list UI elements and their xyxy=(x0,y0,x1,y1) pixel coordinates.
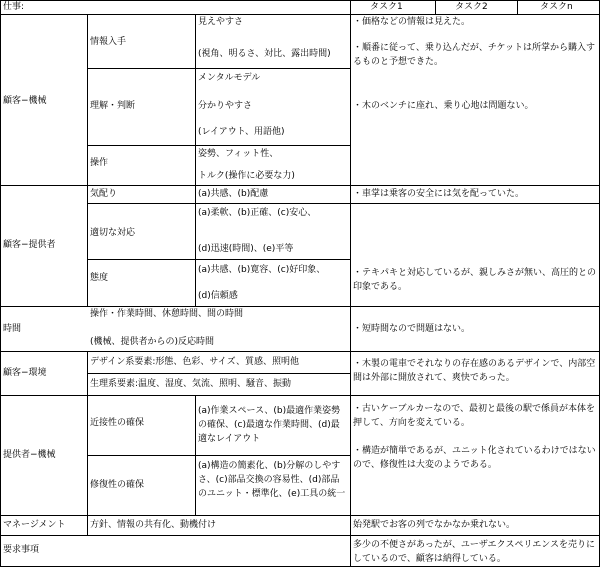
grid-line xyxy=(87,68,350,69)
category-time: 時間 xyxy=(3,324,22,334)
sub-proper-line1: (a)柔軟、(b)正確、(c)安心、 xyxy=(198,208,317,218)
grid-line xyxy=(87,455,350,456)
comment-customer-provider-1: ・車掌は乗客の安全には気を配っていた。 xyxy=(353,189,525,199)
sub-attitude-label: 態度 xyxy=(90,273,109,283)
sub-access-text: (a)作業スペース、(b)最適作業姿勢の確保、(c)最適な作業時間、(d)最適なレイアウト xyxy=(198,406,341,444)
comment-requirements: 多少の不便さがあったが、ユーザエクスペリエンスを売りにしているので、顧客は納得している。 xyxy=(353,540,596,564)
grid-line xyxy=(0,14,600,15)
sub-repair-text: (a)構造の簡素化、(b)分解のしやすさ、(c)部品交換の容易性、(d)部品のユニット・標準化、(e)工具の統一 xyxy=(198,461,346,499)
grid-line xyxy=(0,535,600,536)
sub-operate-line2: トルク(操作に必要な力) xyxy=(198,171,295,181)
comment-customer-machine-2: ・順番に従って、乗り込んだが、チケットは所掌から購入するものと予想できた。 xyxy=(353,43,596,67)
category-customer-machine: 顧客−機械 xyxy=(3,96,47,106)
grid-line xyxy=(0,185,600,186)
sub-attitude-line2: (d)信頼感 xyxy=(198,291,238,301)
sub-judge-line1: メンタルモデル xyxy=(198,73,261,83)
env-design: デザイン系要素:形態、色彩、サイズ、質感、照明他 xyxy=(90,357,299,367)
header-task-n: タスクn xyxy=(540,2,573,12)
grid-line xyxy=(87,203,600,204)
comment-time: ・短時間なので問題はない。 xyxy=(353,324,471,334)
grid-line xyxy=(87,145,350,146)
time-line2: (機械、提供者からの)反応時間 xyxy=(90,337,215,347)
comment-customer-provider-2: ・テキパキと対応しているが、親しみさが無い、高圧的との印象である。 xyxy=(353,268,597,292)
sub-info-label: 情報入手 xyxy=(90,37,127,47)
category-customer-environment: 顧客−環境 xyxy=(3,368,47,378)
category-provider-machine: 提供者−機械 xyxy=(3,450,56,460)
sub-operate-label: 操作 xyxy=(90,158,109,168)
comment-customer-machine-3: ・木のベンチに座れ、乗り心地は問題ない。 xyxy=(353,101,534,111)
grid-line xyxy=(435,0,436,14)
env-physio: 生理系要素:温度、湿度、気流、照明、騒音、振動 xyxy=(90,379,292,389)
sub-judge-label: 理解・判断 xyxy=(90,101,136,111)
grid-line xyxy=(350,0,351,567)
grid-line xyxy=(0,306,600,307)
comment-management: 始発駅でお客の列でなかなか乗れない。 xyxy=(353,520,516,530)
comment-customer-environment: ・木製の電車でそれなりの存在感のあるデザインで、内部空間は外部に開放されて、爽快であった。 xyxy=(353,359,596,383)
header-task-1: タスク1 xyxy=(370,2,403,12)
grid-line xyxy=(87,373,350,374)
grid-line xyxy=(517,0,518,14)
grid-line xyxy=(0,351,600,352)
sub-proper-line2: (d)迅速(時間)、(e)平等 xyxy=(198,244,294,254)
sub-info-line2: (視角、明るさ、対比、露出時間) xyxy=(198,49,331,59)
sub-care-label: 気配り xyxy=(90,189,118,199)
management-detail: 方針、情報の共有化、動機付け xyxy=(90,520,217,530)
sub-info-line1: 見えやすさ xyxy=(198,17,244,27)
grid-line xyxy=(87,259,350,260)
comment-provider-machine-1: ・古いケーブルカーなので、最初と最後の駅で係員が本体を押して、方向を変えている。 xyxy=(353,404,596,428)
category-requirements: 要求事項 xyxy=(3,545,40,555)
grid-line xyxy=(87,351,88,535)
time-line1: 操作・作業時間、休憩時間、間の時間 xyxy=(90,309,244,319)
sub-repair-label: 修復性の確保 xyxy=(90,480,145,490)
category-customer-provider: 顧客−提供者 xyxy=(3,240,56,250)
grid-line xyxy=(0,395,600,396)
sub-proper-label: 適切な対応 xyxy=(90,228,136,238)
grid-line xyxy=(0,0,1,567)
header-label: 仕事: xyxy=(3,2,25,12)
sub-judge-line2: 分かりやすさ xyxy=(198,101,253,111)
sub-care-line1: (a)共感、(b)配慮 xyxy=(198,189,269,199)
grid-line xyxy=(0,515,600,516)
comment-customer-machine-1: ・価格などの情報は見えた。 xyxy=(353,17,471,27)
grid-line xyxy=(0,0,600,1)
sub-operate-line1: 姿勢、フィット性、 xyxy=(198,149,279,159)
grid-line xyxy=(87,14,88,306)
sub-attitude-line1: (a)共感、(b)寛容、(c)好印象、 xyxy=(198,265,326,275)
sub-access-label: 近接性の確保 xyxy=(90,418,145,428)
grid-line xyxy=(195,395,196,515)
category-management: マネージメント xyxy=(3,520,66,530)
sub-judge-line3: (レイアウト、用語他) xyxy=(198,127,285,137)
grid-line xyxy=(195,14,196,185)
comment-provider-machine-2: ・構造が簡単であるが、ユニット化されているわけではないので、修復性は大変のようである。 xyxy=(353,446,596,470)
header-task-2: タスク2 xyxy=(455,2,488,12)
grid-line xyxy=(195,185,196,306)
